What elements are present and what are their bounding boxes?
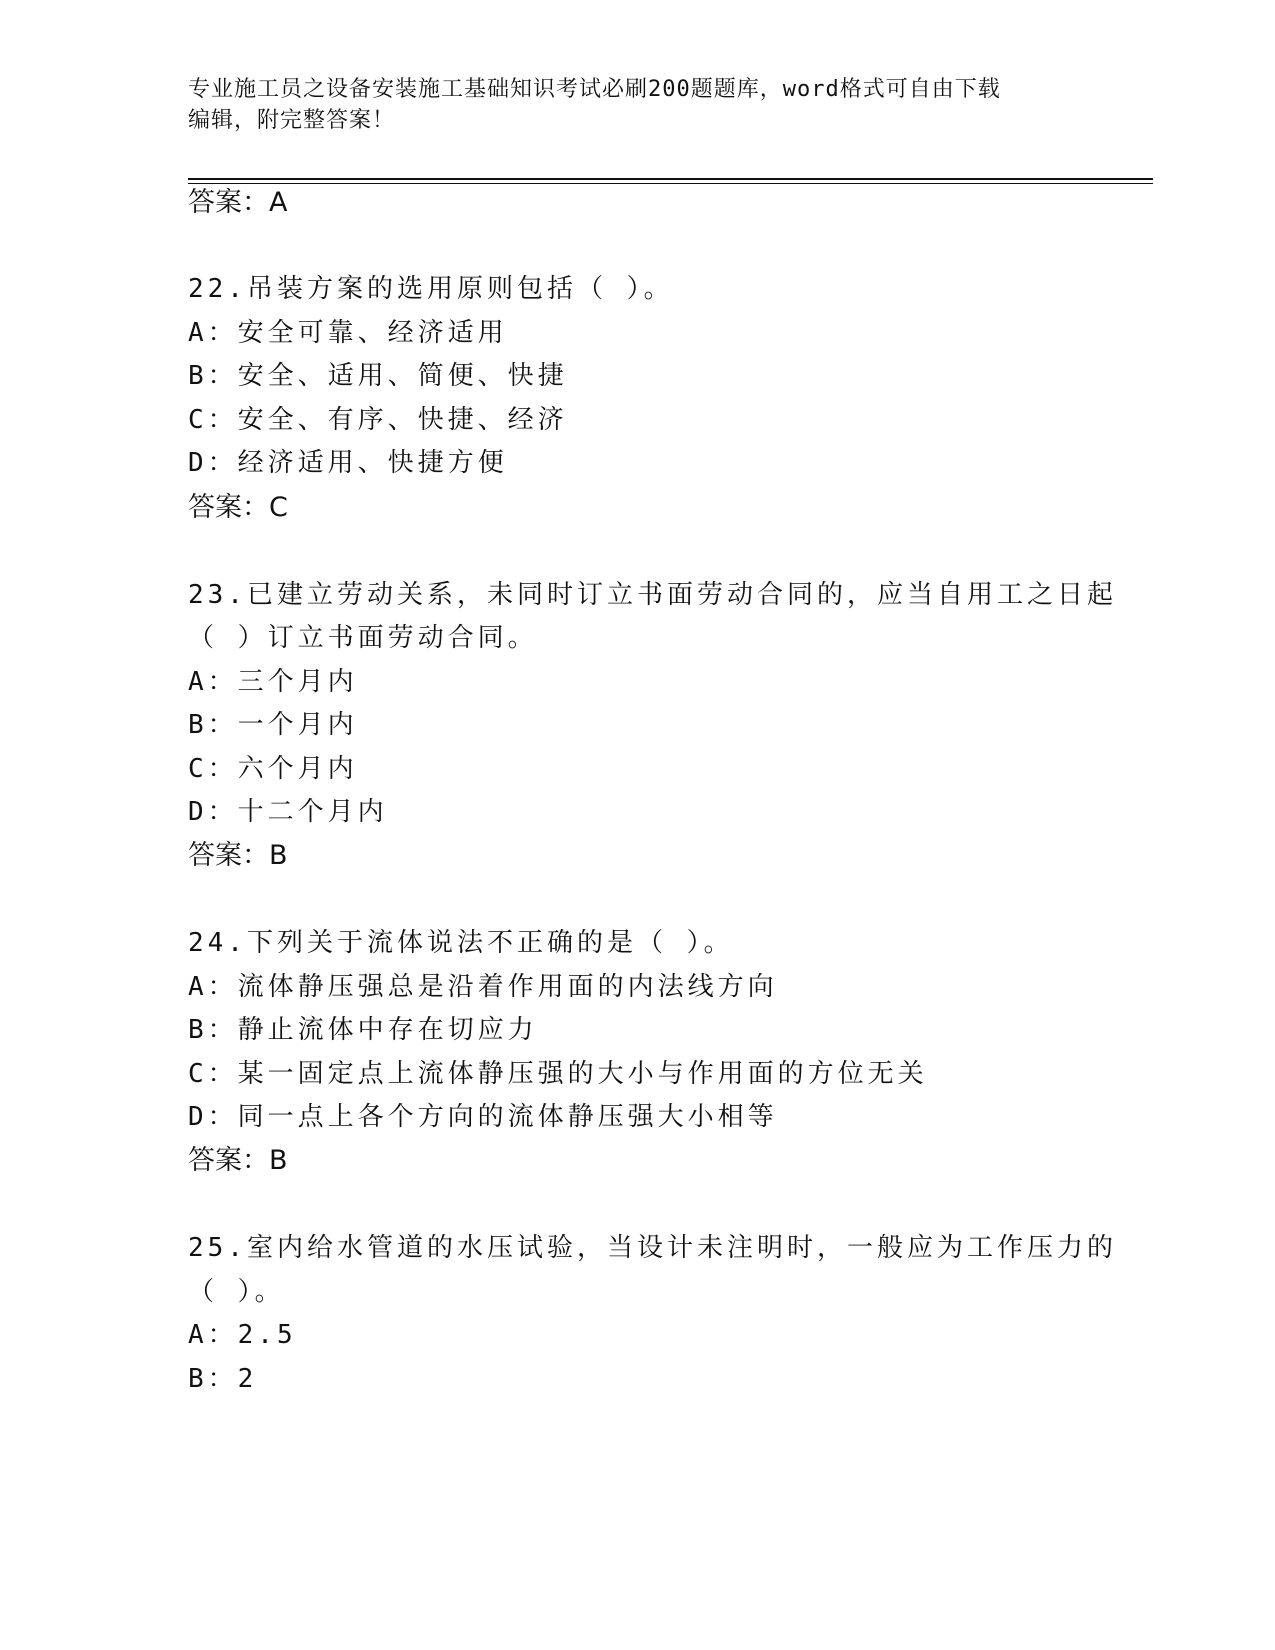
question-stem-continued: （ ）订立书面劳动合同。: [188, 623, 538, 653]
question-stem-continued: （ ）。: [188, 1277, 285, 1307]
option-c: C：安全、有序、快捷、经济: [188, 405, 568, 435]
header-line-2: 编辑，附完整答案！: [188, 108, 396, 133]
question-stem: 24.下列关于流体说法不正确的是（ ）。: [188, 928, 734, 958]
option-b: B：2: [188, 1364, 258, 1394]
header-line-1: 专业施工员之设备安装施工基础知识考试必刷200题题库，word格式可自由下载: [188, 77, 1001, 102]
previous-answer: 答案：A: [188, 187, 288, 218]
option-a: A：2.5: [188, 1320, 297, 1350]
header-divider-thin: [188, 183, 1153, 184]
option-b: B：安全、适用、简便、快捷: [188, 361, 568, 391]
option-a: A：三个月内: [188, 667, 358, 697]
question-stem: 23.已建立劳动关系，未同时订立书面劳动合同的，应当自用工之日起: [188, 580, 1117, 610]
option-d: D：经济适用、快捷方便: [188, 448, 508, 478]
option-c: C：某一固定点上流体静压强的大小与作用面的方位无关: [188, 1059, 928, 1089]
answer-label: 答案：B: [188, 840, 288, 871]
answer-label: 答案：B: [188, 1145, 288, 1176]
option-b: B：一个月内: [188, 710, 358, 740]
option-c: C：六个月内: [188, 754, 358, 784]
option-a: A：安全可靠、经济适用: [188, 318, 508, 348]
option-d: D：十二个月内: [188, 797, 388, 827]
answer-label: 答案：C: [188, 492, 288, 523]
question-stem: 25.室内给水管道的水压试验，当设计未注明时，一般应为工作压力的: [188, 1233, 1117, 1263]
option-a: A：流体静压强总是沿着作用面的内法线方向: [188, 972, 778, 1002]
option-d: D：同一点上各个方向的流体静压强大小相等: [188, 1102, 778, 1132]
document-header: [188, 74, 1088, 136]
option-b: B：静止流体中存在切应力: [188, 1015, 538, 1045]
header-divider-thick: [188, 178, 1153, 180]
question-stem: 22.吊装方案的选用原则包括（ ）。: [188, 274, 674, 304]
